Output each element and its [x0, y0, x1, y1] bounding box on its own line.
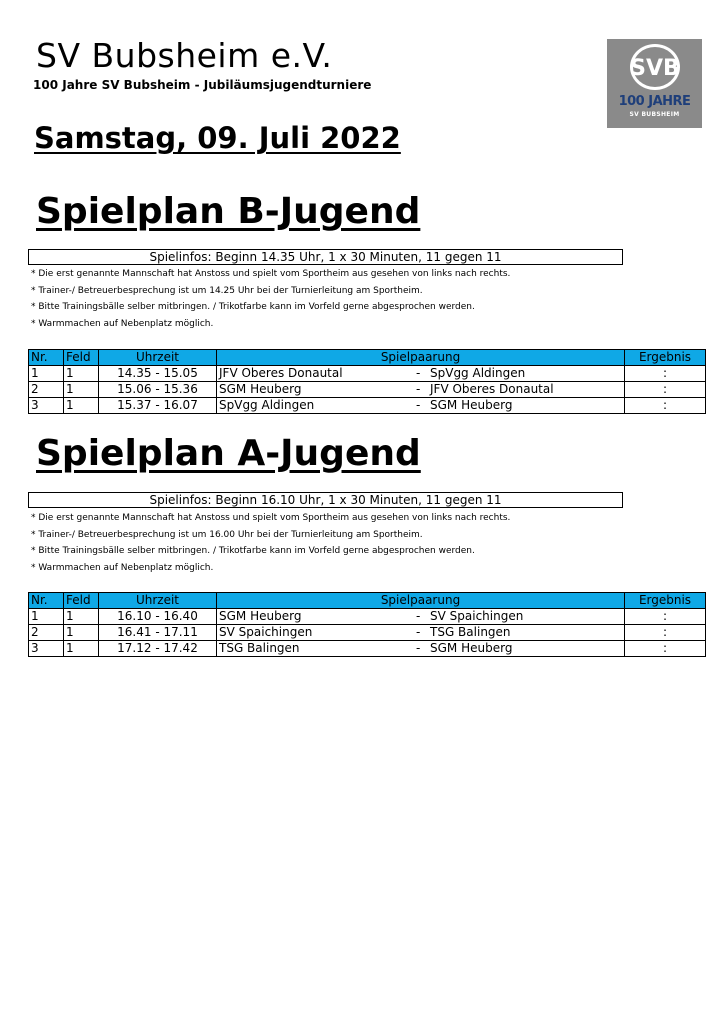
pair-separator: -: [416, 398, 421, 412]
col-header-uhrzeit: Uhrzeit: [99, 593, 217, 609]
cell-uhrzeit: 15.06 - 15.36: [99, 382, 217, 398]
club-logo: [607, 39, 702, 128]
pair-separator: -: [416, 382, 421, 396]
col-header-nr: Nr.: [29, 350, 64, 366]
cell-ergebnis: :: [625, 398, 706, 414]
cell-ergebnis: :: [625, 625, 706, 641]
notes-b-jugend: [31, 266, 510, 332]
cell-nr: 3: [29, 398, 64, 414]
home-team: SpVgg Aldingen: [219, 398, 315, 412]
cell-ergebnis: :: [625, 366, 706, 382]
home-team: JFV Oberes Donautal: [219, 366, 343, 380]
note-item: * Die erst genannte Mannschaft hat Anstoss und spielt vom Sportheim aus gesehen von links nach rechts.: [31, 513, 511, 523]
home-team: SV Spaichingen: [219, 625, 313, 639]
cell-nr: 2: [29, 382, 64, 398]
cell-feld: 1: [64, 625, 99, 641]
cell-nr: 3: [29, 641, 64, 657]
cell-nr: 1: [29, 609, 64, 625]
club-subtitle: 100 Jahre SV Bubsheim - Jubiläumsjugendturniere: [33, 78, 372, 92]
note-item: * Trainer-/ Betreuerbesprechung ist um 14.25 Uhr bei der Turnierleitung am Sportheim.: [31, 285, 423, 296]
cell-uhrzeit: 14.35 - 15.05: [99, 366, 217, 382]
cell-nr: 2: [29, 625, 64, 641]
table-row: [29, 382, 706, 398]
away-team: TSG Balingen: [430, 625, 511, 639]
table-row: [29, 609, 706, 625]
schedule-table-b-jugend: [28, 349, 706, 414]
schedule-table-a-jugend: [28, 592, 706, 657]
table-row: [29, 366, 706, 382]
cell-uhrzeit: 16.10 - 16.40: [99, 609, 217, 625]
cell-feld: 1: [64, 366, 99, 382]
logo-100-jahre: 100 JAHRE: [618, 94, 691, 109]
cell-ergebnis: :: [625, 641, 706, 657]
cell-uhrzeit: 16.41 - 17.11: [99, 625, 217, 641]
table-row: [29, 625, 706, 641]
logo-svb-text: SVB: [630, 56, 680, 81]
col-header-nr: Nr.: [29, 593, 64, 609]
note-item: * Bitte Trainingsbälle selber mitbringen. / Trikotfarbe kann im Vorfeld gerne abgesprochen werden.: [31, 302, 475, 312]
info-box-a-jugend: Spielinfos: Beginn 16.10 Uhr, 1 x 30 Minuten, 11 gegen 11: [28, 492, 623, 508]
logo-sv-bubsheim: SV BUBSHEIM: [629, 111, 680, 118]
cell-feld: 1: [64, 609, 99, 625]
cell-feld: 1: [64, 398, 99, 414]
cell-nr: 1: [29, 366, 64, 382]
pair-separator: -: [416, 366, 421, 380]
date-title: Samstag, 09. Juli 2022: [34, 121, 401, 155]
cell-ergebnis: :: [625, 609, 706, 625]
table-header-row: [29, 350, 706, 366]
cell-spielpaarung: [217, 398, 625, 414]
cell-spielpaarung: [217, 609, 625, 625]
col-header-feld: Feld: [64, 350, 99, 366]
table-row: [29, 398, 706, 414]
pair-separator: -: [416, 641, 421, 655]
pair-separator: -: [416, 625, 421, 639]
cell-feld: 1: [64, 641, 99, 657]
cell-ergebnis: :: [625, 382, 706, 398]
note-item: * Die erst genannte Mannschaft hat Anstoss und spielt vom Sportheim aus gesehen von links nach rechts.: [31, 269, 511, 279]
note-item: * Warmmachen auf Nebenplatz möglich.: [31, 318, 214, 329]
note-item: * Warmmachen auf Nebenplatz möglich.: [31, 562, 214, 573]
pair-separator: -: [416, 609, 421, 623]
cell-spielpaarung: [217, 382, 625, 398]
col-header-spielpaarung: Spielpaarung: [217, 350, 625, 366]
club-name: SV Bubsheim e.V.: [36, 36, 333, 75]
cell-spielpaarung: [217, 641, 625, 657]
home-team: TSG Balingen: [219, 641, 300, 655]
away-team: SpVgg Aldingen: [430, 366, 526, 380]
col-header-uhrzeit: Uhrzeit: [99, 350, 217, 366]
info-box-b-jugend: Spielinfos: Beginn 14.35 Uhr, 1 x 30 Minuten, 11 gegen 11: [28, 249, 623, 265]
note-item: * Bitte Trainingsbälle selber mitbringen. / Trikotfarbe kann im Vorfeld gerne abgesprochen werden.: [31, 546, 475, 556]
section-title-a-jugend: Spielplan A-Jugend: [36, 433, 421, 474]
notes-a-jugend: [31, 510, 510, 576]
note-item: * Trainer-/ Betreuerbesprechung ist um 16.00 Uhr bei der Turnierleitung am Sportheim.: [31, 529, 423, 540]
cell-uhrzeit: 17.12 - 17.42: [99, 641, 217, 657]
home-team: SGM Heuberg: [219, 609, 302, 623]
away-team: SGM Heuberg: [430, 398, 513, 412]
cell-spielpaarung: [217, 625, 625, 641]
cell-uhrzeit: 15.37 - 16.07: [99, 398, 217, 414]
away-team: SGM Heuberg: [430, 641, 513, 655]
home-team: SGM Heuberg: [219, 382, 302, 396]
section-title-b-jugend: Spielplan B-Jugend: [36, 191, 421, 232]
cell-feld: 1: [64, 382, 99, 398]
away-team: JFV Oberes Donautal: [430, 382, 554, 396]
col-header-ergebnis: Ergebnis: [625, 593, 706, 609]
col-header-ergebnis: Ergebnis: [625, 350, 706, 366]
col-header-feld: Feld: [64, 593, 99, 609]
cell-spielpaarung: [217, 366, 625, 382]
away-team: SV Spaichingen: [430, 609, 524, 623]
col-header-spielpaarung: Spielpaarung: [217, 593, 625, 609]
table-header-row: [29, 593, 706, 609]
table-row: [29, 641, 706, 657]
svb-emblem-icon: [628, 42, 682, 92]
